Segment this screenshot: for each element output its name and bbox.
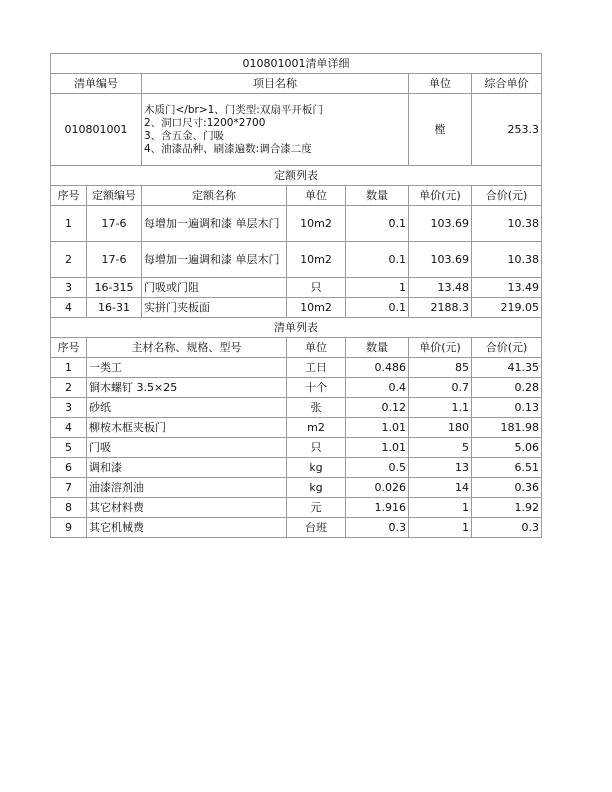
quota-cell-total: 10.38 [472, 206, 542, 242]
quota-cell-unit: 10m2 [287, 242, 346, 278]
material-cell-name: 油漆溶剂油 [87, 478, 287, 498]
material-cell-total: 181.98 [472, 418, 542, 438]
material-cell-qty: 0.026 [346, 478, 409, 498]
bill-description [142, 94, 409, 166]
quota-cell-unit: 只 [287, 278, 346, 298]
material-cell-name: 一类工 [87, 358, 287, 378]
material-cell-price: 1 [409, 518, 472, 538]
material-cell-unit: 元 [287, 498, 346, 518]
quota-row [51, 206, 542, 242]
header-bill-code: 清单编号 [51, 74, 142, 94]
description-line: 2、洞口尺寸:1200*2700 [144, 116, 266, 129]
material-cell-price: 180 [409, 418, 472, 438]
material-cell-total: 0.36 [472, 478, 542, 498]
material-cell-unit: 张 [287, 398, 346, 418]
quota-cell-price: 103.69 [409, 206, 472, 242]
material-cell-price: 85 [409, 358, 472, 378]
description-line: 木质门</br>1、门类型:双扇平开板门 [144, 103, 323, 116]
material-cell-unit: m2 [287, 418, 346, 438]
material-cell-qty: 0.486 [346, 358, 409, 378]
bill-detail-table [50, 53, 542, 538]
material-row [51, 378, 542, 398]
material-cell-name: 其它材料费 [87, 498, 287, 518]
material-cell-no: 1 [51, 358, 87, 378]
material-row [51, 498, 542, 518]
material-row [51, 478, 542, 498]
material-cell-unit: 台班 [287, 518, 346, 538]
material-cell-unit: kg [287, 478, 346, 498]
bill-code: 010801001 [51, 94, 142, 166]
materials-section-title: 清单列表 [51, 318, 542, 338]
quota-cell-code: 16-31 [87, 298, 142, 318]
material-cell-no: 2 [51, 378, 87, 398]
header-item-name: 项目名称 [142, 74, 409, 94]
quota-cell-no: 2 [51, 242, 87, 278]
header-unit-price: 综合单价 [472, 74, 542, 94]
quota-cell-unit: 10m2 [287, 206, 346, 242]
bill-title: 010801001清单详细 [51, 54, 542, 74]
material-cell-total: 1.92 [472, 498, 542, 518]
quota-cell-total: 13.49 [472, 278, 542, 298]
quota-cell-code: 17-6 [87, 242, 142, 278]
material-cell-qty: 0.4 [346, 378, 409, 398]
material-cell-total: 0.13 [472, 398, 542, 418]
quota-header-no: 序号 [51, 186, 87, 206]
material-cell-price: 1 [409, 498, 472, 518]
material-row [51, 518, 542, 538]
materials-header-unit: 单位 [287, 338, 346, 358]
quota-cell-no: 3 [51, 278, 87, 298]
quota-row [51, 298, 542, 318]
material-cell-unit: 十个 [287, 378, 346, 398]
quota-header-qty: 数量 [346, 186, 409, 206]
material-cell-no: 5 [51, 438, 87, 458]
table-body [51, 54, 542, 538]
materials-header-price: 单价(元) [409, 338, 472, 358]
material-cell-name: 其它机械费 [87, 518, 287, 538]
material-row [51, 358, 542, 378]
quota-cell-qty: 0.1 [346, 242, 409, 278]
quota-cell-price: 103.69 [409, 242, 472, 278]
material-cell-no: 7 [51, 478, 87, 498]
material-cell-qty: 1.916 [346, 498, 409, 518]
quota-cell-no: 1 [51, 206, 87, 242]
material-cell-price: 1.1 [409, 398, 472, 418]
material-cell-name: 柳桉木框夹板门 [87, 418, 287, 438]
quota-cell-code: 16-315 [87, 278, 142, 298]
material-cell-total: 41.35 [472, 358, 542, 378]
material-cell-qty: 1.01 [346, 438, 409, 458]
bill-unit: 樘 [409, 94, 472, 166]
quota-cell-code: 17-6 [87, 206, 142, 242]
quota-header-code: 定额编号 [87, 186, 142, 206]
material-cell-name: 铜木螺钉 3.5×25 [87, 378, 287, 398]
material-cell-no: 3 [51, 398, 87, 418]
quota-cell-name: 每增加一遍调和漆 单层木门 [142, 206, 287, 242]
material-row [51, 398, 542, 418]
material-cell-total: 6.51 [472, 458, 542, 478]
material-row [51, 438, 542, 458]
quota-cell-no: 4 [51, 298, 87, 318]
quota-section-title: 定额列表 [51, 166, 542, 186]
material-cell-total: 0.28 [472, 378, 542, 398]
material-cell-qty: 0.12 [346, 398, 409, 418]
material-cell-name: 调和漆 [87, 458, 287, 478]
material-cell-no: 6 [51, 458, 87, 478]
material-cell-qty: 0.5 [346, 458, 409, 478]
material-cell-total: 5.06 [472, 438, 542, 458]
header-unit: 单位 [409, 74, 472, 94]
description-line: 3、含五金、门吸 [144, 129, 225, 142]
material-cell-qty: 1.01 [346, 418, 409, 438]
material-cell-no: 9 [51, 518, 87, 538]
material-cell-unit: 只 [287, 438, 346, 458]
quota-row [51, 278, 542, 298]
materials-header-total: 合价(元) [472, 338, 542, 358]
material-cell-no: 8 [51, 498, 87, 518]
material-cell-unit: 工日 [287, 358, 346, 378]
quota-header-total: 合价(元) [472, 186, 542, 206]
quota-cell-qty: 1 [346, 278, 409, 298]
material-cell-price: 5 [409, 438, 472, 458]
material-row [51, 418, 542, 438]
quota-cell-total: 10.38 [472, 242, 542, 278]
quota-cell-qty: 0.1 [346, 298, 409, 318]
quota-header-name: 定额名称 [142, 186, 287, 206]
material-cell-unit: kg [287, 458, 346, 478]
material-cell-name: 门吸 [87, 438, 287, 458]
material-row [51, 458, 542, 478]
material-cell-no: 4 [51, 418, 87, 438]
quota-cell-name: 每增加一遍调和漆 单层木门 [142, 242, 287, 278]
quota-header-price: 单价(元) [409, 186, 472, 206]
quota-cell-unit: 10m2 [287, 298, 346, 318]
quota-cell-qty: 0.1 [346, 206, 409, 242]
materials-header-name: 主材名称、规格、型号 [87, 338, 287, 358]
quota-cell-price: 2188.3 [409, 298, 472, 318]
quota-cell-price: 13.48 [409, 278, 472, 298]
material-cell-name: 砂纸 [87, 398, 287, 418]
material-cell-price: 13 [409, 458, 472, 478]
material-cell-price: 0.7 [409, 378, 472, 398]
quota-cell-name: 门吸或门阻 [142, 278, 287, 298]
material-cell-total: 0.3 [472, 518, 542, 538]
quota-row [51, 242, 542, 278]
quota-cell-total: 219.05 [472, 298, 542, 318]
bill-price: 253.3 [472, 94, 542, 166]
material-cell-qty: 0.3 [346, 518, 409, 538]
materials-header-no: 序号 [51, 338, 87, 358]
material-cell-price: 14 [409, 478, 472, 498]
quota-header-unit: 单位 [287, 186, 346, 206]
description-line: 4、油漆品种、刷漆遍数:调合漆二度 [144, 142, 312, 155]
quota-cell-name: 实拼门夹板面 [142, 298, 287, 318]
materials-header-qty: 数量 [346, 338, 409, 358]
